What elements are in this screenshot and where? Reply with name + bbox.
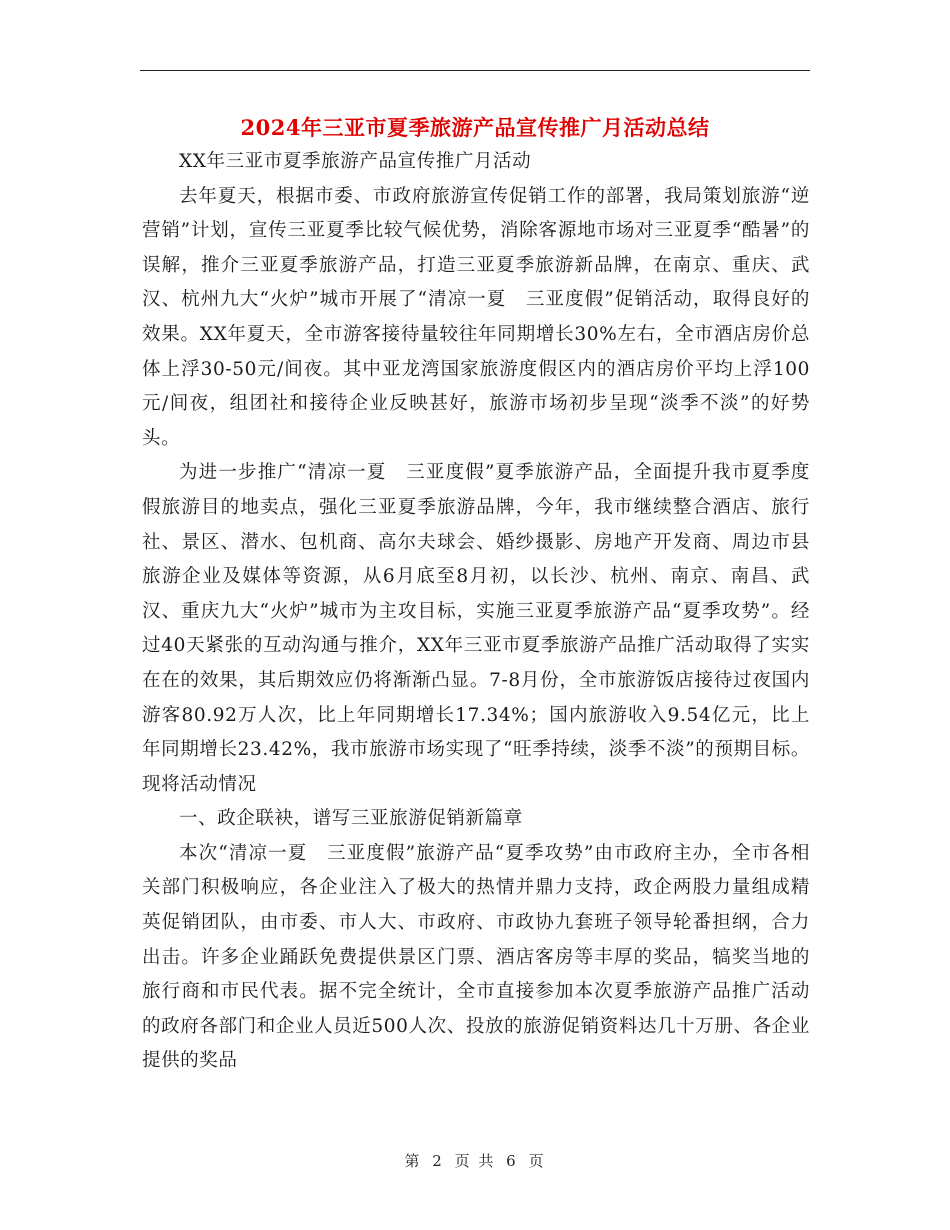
paragraph: 本次“清凉一夏 三亚度假”旅游产品“夏季攻势”由市政府主办，全市各相关部门积极响应，各企业注入了极大的热情并鼎力支持，政企两股力量组成精英促销团队，由市委、市人大、市政府、市政协九套班子领导轮番担纲，合力出击。许多企业踊跃免费提供景区门票、酒店客房等丰厚的奖品，犒奖当地的旅行商和市民代表。据不完全统计，全市直接参加本次夏季旅游产品推广活动的政府各部门和企业人员近500人次、投放的旅游促销资料达几十万册、各企业提供的奖品 — [142, 842, 810, 1072]
footer-suffix: 页 — [528, 1152, 546, 1170]
page-number: 2 — [432, 1152, 444, 1170]
paragraph: XX年三亚市夏季旅游产品宣传推广月活动 — [179, 151, 532, 172]
footer-middle: 页 共 — [454, 1152, 496, 1170]
paragraph: 为进一步推广“清凉一夏 三亚度假”夏季旅游产品，全面提升我市夏季度假旅游目的地卖点，强化三亚夏季旅游品牌，今年，我市继续整合酒店、旅行社、景区、潜水、包机商、高尔夫球会、婚纱摄影、房地产开发商、周边市县旅游企业及媒体等资源，从6月底至8月初，以长沙、杭州、南京、南昌、武汉、重庆九大“火炉”城市为主攻目标，实施三亚夏季旅游产品“夏季攻势”。经过40天紧张的互动沟通与推介，XX年三亚市夏季旅游产品推广活动取得了实实在在的效果，其后期效应仍将渐渐凸显。7-8月份，全市旅游饭店接待过夜国内游客80.92万人次，比上年同期增长17.34%；国内旅游收入9.54亿元，比上年同期增长23.42%，我市旅游市场实现了“旺季持续，淡季不淡”的预期目标。现将活动情况 — [142, 462, 810, 795]
section-heading: 一、政企联袂，谱写三亚旅游促销新篇章 — [179, 808, 523, 830]
document-title: 2024年三亚市夏季旅游产品宣传推广月活动总结 — [240, 115, 710, 140]
page-total: 6 — [506, 1152, 518, 1170]
footer-prefix: 第 — [404, 1152, 422, 1170]
paragraph: 去年夏天，根据市委、市政府旅游宣传促销工作的部署，我局策划旅游“逆营销”计划，宣传三亚夏季比较气候优势，消除客源地市场对三亚夏季“酷暑”的误解，推介三亚夏季旅游产品，打造三亚夏季旅游新品牌，在南京、重庆、武汉、杭州九大“火炉”城市开展了“清凉一夏 三亚度假”促销活动，取得良好的效果。XX年夏天，全市游客接待量较往年同期增长30%左右，全市酒店房价总体上浮30-50元/间夜。其中亚龙湾国家旅游度假区内的酒店房价平均上浮100元/间夜，组团社和接待企业反映甚好，旅游市场初步呈现“淡季不淡”的好势头。 — [142, 185, 810, 449]
document-body — [142, 145, 810, 1079]
page-footer — [0, 1150, 950, 1171]
header-rule — [140, 70, 810, 71]
